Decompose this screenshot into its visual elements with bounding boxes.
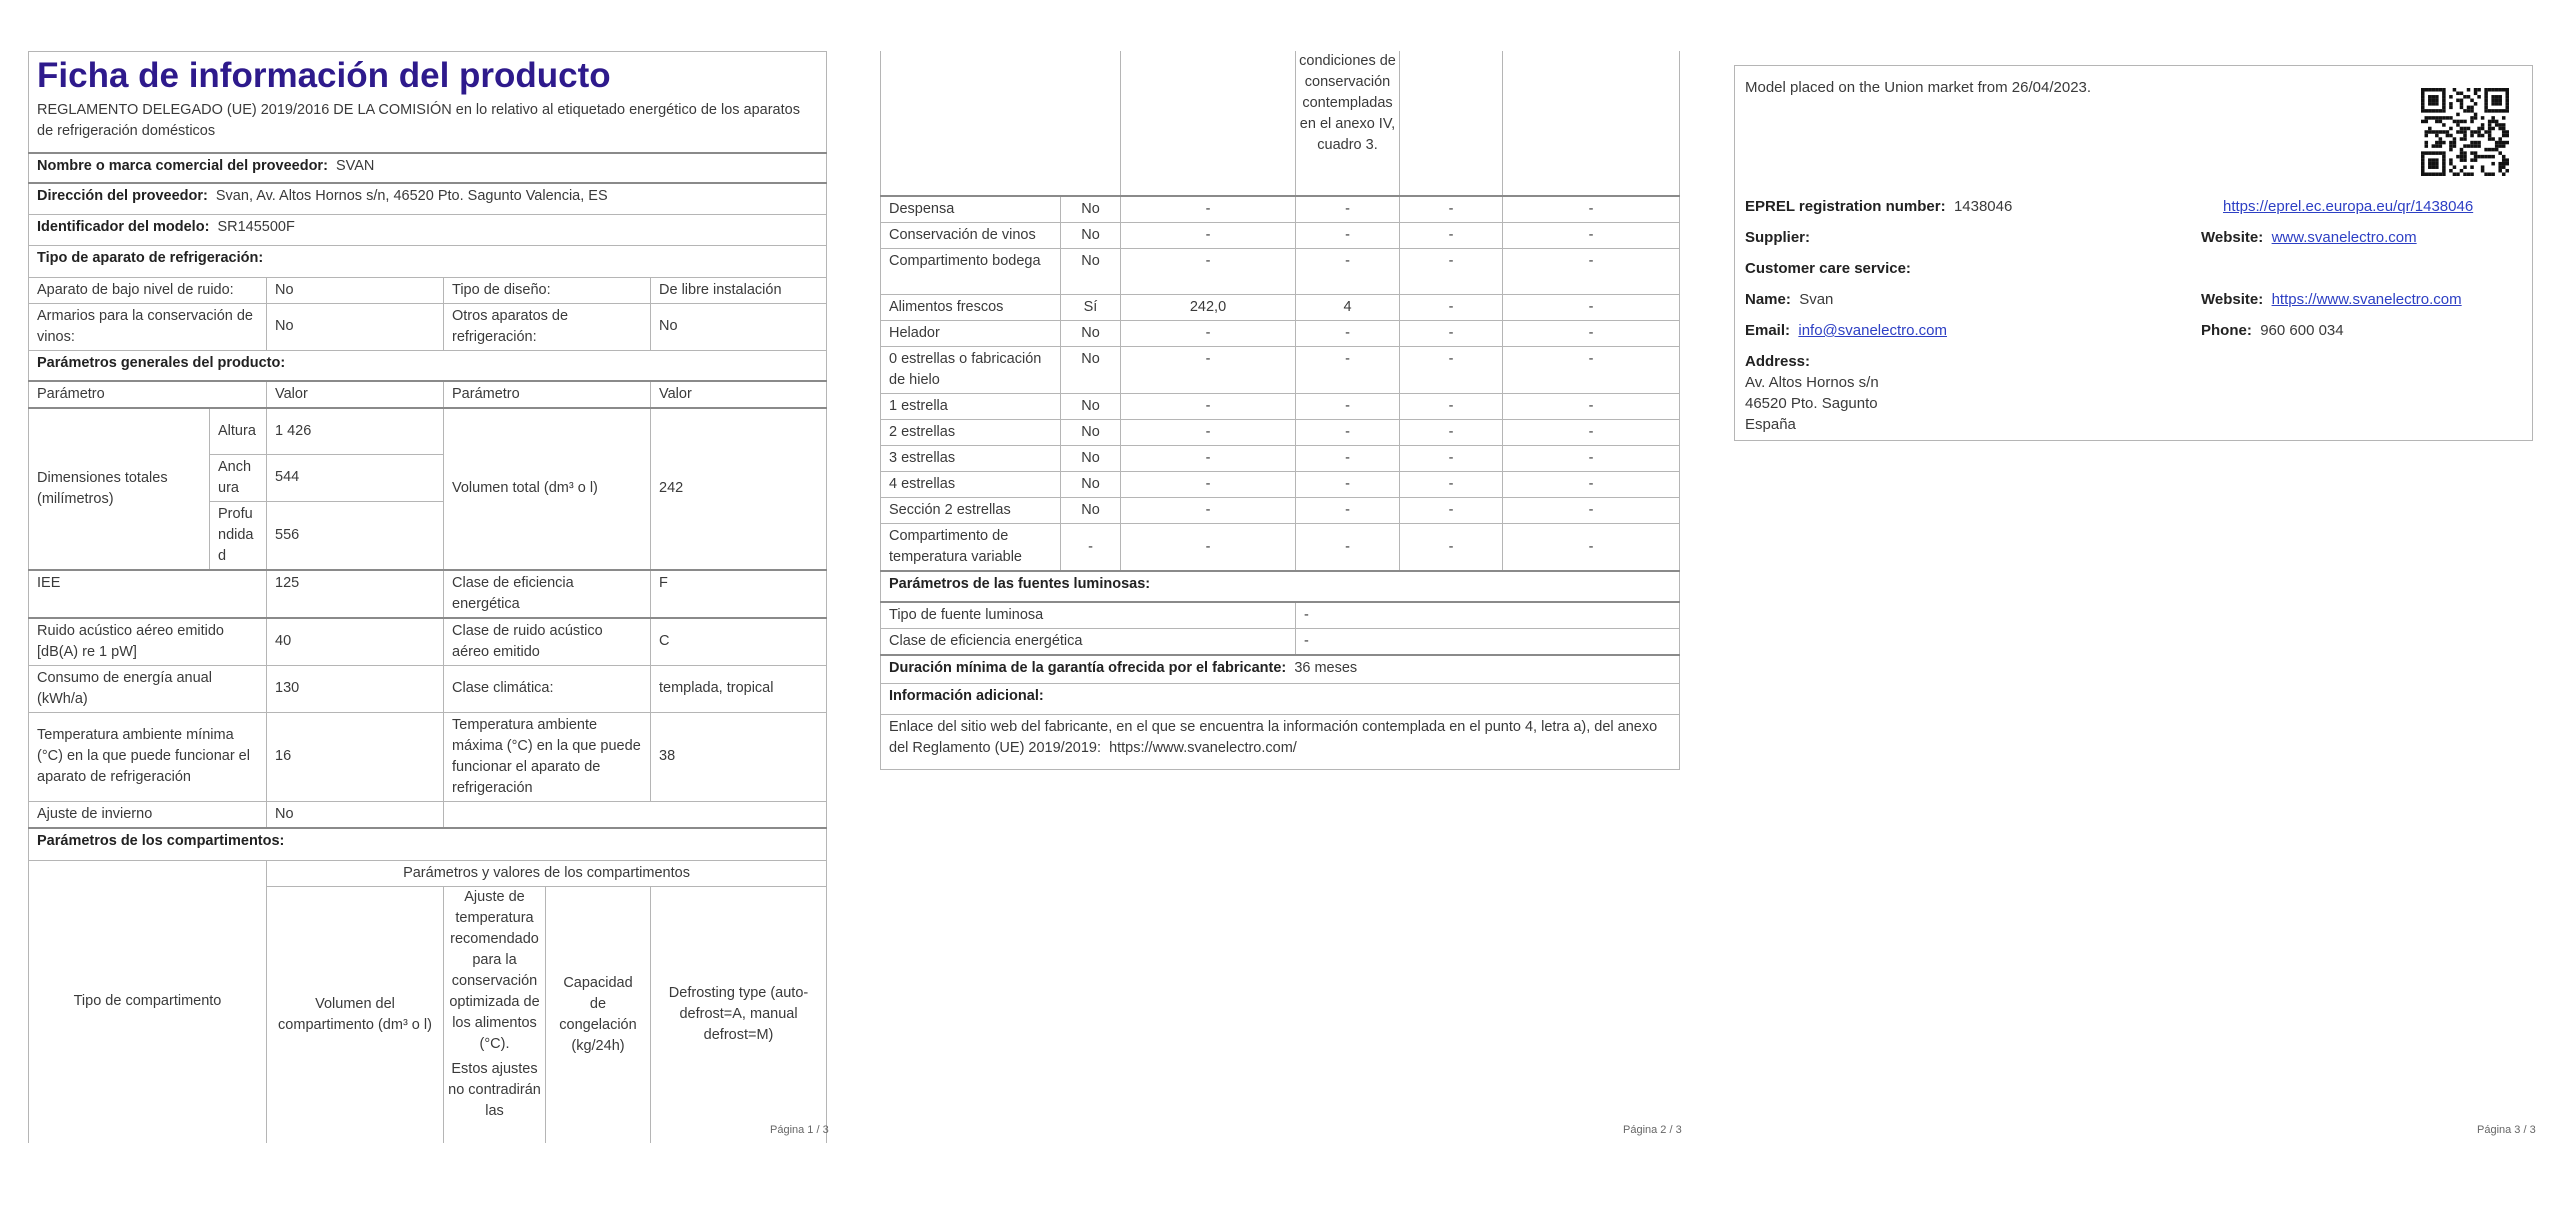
address-line-3: España <box>1745 416 1796 433</box>
eprel-link[interactable]: https://eprel.ec.europa.eu/qr/1438046 <box>2223 198 2474 215</box>
light-class-value: - <box>1296 629 1680 656</box>
additional-heading: Información adicional: <box>881 683 1680 714</box>
energy-class-label: Clase de eficiencia energética <box>444 570 651 618</box>
compartment-volume: - <box>1121 223 1296 249</box>
comp-temp-header-text-2: Estos ajustes no contradirán las <box>448 1061 541 1119</box>
comp-volume-header: Volumen del compartimento (dm³ o l) <box>267 887 444 1143</box>
compartment-defrost: - <box>1503 223 1680 249</box>
noise-class-value: C <box>651 618 827 666</box>
address-label: Dirección del proveedor: <box>37 188 208 204</box>
compartment-present: No <box>1061 223 1121 249</box>
compartment-row <box>881 498 1680 524</box>
compartment-temp: - <box>1296 524 1400 572</box>
compartment-row <box>881 446 1680 472</box>
compartment-temp: - <box>1296 196 1400 223</box>
compartment-name: 3 estrellas <box>881 446 1061 472</box>
model-value: SR145500F <box>217 218 295 235</box>
compartment-defrost: - <box>1503 321 1680 347</box>
light-heading: Parámetros de las fuentes luminosas: <box>881 571 1680 602</box>
climate-value: templada, tropical <box>651 665 827 712</box>
light-type-value: - <box>1296 602 1680 629</box>
compartment-present: No <box>1061 446 1121 472</box>
page-number-1: Página 1 / 3 <box>770 1124 829 1136</box>
compartment-present: No <box>1061 498 1121 524</box>
compartment-present: No <box>1061 321 1121 347</box>
compartment-freeze: - <box>1400 321 1503 347</box>
compartment-temp: - <box>1296 394 1400 420</box>
header-param-2: Parámetro <box>444 381 651 408</box>
compartment-freeze: - <box>1400 295 1503 321</box>
comp-params-header: Parámetros y valores de los compartimentos <box>267 861 827 887</box>
email-link[interactable]: info@svanelectro.com <box>1798 322 1947 339</box>
low-noise-label: Aparato de bajo nivel de ruido: <box>29 277 267 303</box>
comp-temp-header <box>444 887 546 1143</box>
compartment-freeze: - <box>1400 524 1503 572</box>
address-line-2: 46520 Pto. Sagunto <box>1745 395 1878 412</box>
compartment-name: 4 estrellas <box>881 472 1061 498</box>
compartment-freeze: - <box>1400 446 1503 472</box>
supplier-row <box>29 153 827 183</box>
noise-value: 40 <box>267 618 444 666</box>
comp-type-header: Tipo de compartimento <box>29 861 267 1143</box>
compartment-temp: - <box>1296 446 1400 472</box>
min-temp-label: Temperatura ambiente mínima (°C) en la que puede funcionar el aparato de refrigeración <box>29 712 267 801</box>
compartment-present: - <box>1061 524 1121 572</box>
compartment-freeze: - <box>1400 347 1503 394</box>
phone-row <box>2201 321 2344 341</box>
compartment-freeze: - <box>1400 249 1503 295</box>
compartment-freeze: - <box>1400 420 1503 446</box>
eprel-row <box>1745 197 2012 217</box>
model-row <box>29 214 827 245</box>
volume-label: Volumen total (dm³ o l) <box>444 408 651 570</box>
comp-freeze-header-cont <box>1400 51 1503 196</box>
qr-code-icon[interactable] <box>2421 88 2509 176</box>
compartment-row <box>881 524 1680 572</box>
supplier-label: Supplier: <box>1745 229 1811 246</box>
dimensions-label: Dimensiones totales (milímetros) <box>29 408 210 570</box>
name-label: Name: <box>1745 291 1791 308</box>
compartment-volume: - <box>1121 446 1296 472</box>
compartment-row <box>881 472 1680 498</box>
light-class-label: Clase de eficiencia energética <box>881 629 1296 656</box>
low-noise-value: No <box>267 277 444 303</box>
max-temp-label: Temperatura ambiente máxima (°C) en la que puede funcionar el aparato de refrigeración <box>444 712 651 801</box>
appliance-type-heading: Tipo de aparato de refrigeración: <box>29 245 827 277</box>
compartment-name: Helador <box>881 321 1061 347</box>
compartment-defrost: - <box>1503 394 1680 420</box>
compartment-present: Sí <box>1061 295 1121 321</box>
phone-value: 960 600 034 <box>2260 322 2344 339</box>
wine-cabinet-value: No <box>267 303 444 350</box>
volume-value: 242 <box>651 408 827 570</box>
warranty-value: 36 meses <box>1294 660 1358 676</box>
climate-label: Clase climática: <box>444 665 651 712</box>
compartment-freeze: - <box>1400 223 1503 249</box>
additional-info <box>881 714 1680 769</box>
width-label: Anchura <box>210 454 267 501</box>
care-website-link[interactable]: https://www.svanelectro.com <box>2271 291 2462 308</box>
compartment-freeze: - <box>1400 498 1503 524</box>
page-1 <box>28 51 826 1143</box>
header-value-2: Valor <box>651 381 827 408</box>
winter-label: Ajuste de invierno <box>29 801 267 828</box>
page-3-eprel-box <box>1734 65 2533 441</box>
depth-value: 556 <box>267 501 444 570</box>
address-line-1: Av. Altos Hornos s/n <box>1745 374 1879 391</box>
email-label: Email: <box>1745 322 1791 339</box>
supplier-website-link[interactable]: www.svanelectro.com <box>2271 229 2417 246</box>
compartment-defrost: - <box>1503 524 1680 572</box>
compartment-defrost: - <box>1503 498 1680 524</box>
compartment-volume: - <box>1121 524 1296 572</box>
compartment-temp: - <box>1296 249 1400 295</box>
compartment-volume: 242,0 <box>1121 295 1296 321</box>
compartment-row <box>881 295 1680 321</box>
comp-temp-header-text: Ajuste de temperatura recomendado para la conservación optimizada de los alimentos (°C). <box>449 889 540 1052</box>
other-appliance-label: Otros aparatos de refrigeración: <box>444 303 651 350</box>
consumption-value: 130 <box>267 665 444 712</box>
page-title: Ficha de información del producto <box>37 56 611 95</box>
light-type-label: Tipo de fuente luminosa <box>881 602 1296 629</box>
compartment-temp: - <box>1296 420 1400 446</box>
compartment-row <box>881 321 1680 347</box>
name-row <box>1745 290 1833 310</box>
compartment-name: Alimentos frescos <box>881 295 1061 321</box>
compartment-row <box>881 196 1680 223</box>
compartment-defrost: - <box>1503 472 1680 498</box>
compartment-present: No <box>1061 249 1121 295</box>
comp-temp-header-cont: condiciones de conservación contempladas en el anexo IV, cuadro 3. <box>1296 51 1400 196</box>
compartment-defrost: - <box>1503 420 1680 446</box>
supplier-label: Nombre o marca comercial del proveedor: <box>37 158 328 174</box>
compartment-volume: - <box>1121 394 1296 420</box>
supplier-value: SVAN <box>335 158 375 174</box>
compartment-volume: - <box>1121 196 1296 223</box>
wine-cabinet-label: Armarios para la conservación de vinos: <box>29 303 267 350</box>
height-value: 1 426 <box>267 408 444 454</box>
compartment-row <box>881 249 1680 295</box>
compartment-defrost: - <box>1503 347 1680 394</box>
additional-url[interactable]: https://www.svanelectro.com/ <box>1109 739 1297 756</box>
phone-label: Phone: <box>2201 322 2252 339</box>
comp-freeze-header: Capacidad de congelación (kg/24h) <box>546 887 651 1143</box>
compartment-present: No <box>1061 420 1121 446</box>
comp-defrost-header: Defrosting type (auto-defrost=A, manual defrost=M) <box>651 887 827 1143</box>
compartment-temp: - <box>1296 223 1400 249</box>
design-value: De libre instalación <box>651 277 827 303</box>
compartment-temp: 4 <box>1296 295 1400 321</box>
compartment-volume: - <box>1121 347 1296 394</box>
header-value-1: Valor <box>267 381 444 408</box>
supplier-website-label: Website: <box>2201 229 2264 246</box>
warranty-row <box>881 655 1680 683</box>
customer-care-label: Customer care service: <box>1745 260 1911 277</box>
page-number-3: Página 3 / 3 <box>2477 1124 2536 1136</box>
height-label: Altura <box>210 408 267 454</box>
energy-class-value: F <box>651 570 827 618</box>
compartment-temp: - <box>1296 321 1400 347</box>
compartment-name: 1 estrella <box>881 394 1061 420</box>
noise-label: Ruido acústico aéreo emitido [dB(A) re 1 pW] <box>29 618 267 666</box>
address-label: Address: <box>1745 353 1811 370</box>
compartment-name: Conservación de vinos <box>881 223 1061 249</box>
noise-class-label: Clase de ruido acústico aéreo emitido <box>444 618 651 666</box>
compartment-row <box>881 420 1680 446</box>
compartment-volume: - <box>1121 420 1296 446</box>
general-params-heading: Parámetros generales del producto: <box>29 350 827 381</box>
compartment-freeze: - <box>1400 196 1503 223</box>
eprel-value: 1438046 <box>1953 198 2013 215</box>
design-label: Tipo de diseño: <box>444 277 651 303</box>
additional-text: Enlace del sitio web del fabricante, en el que se encuentra la información contemplada en el punto 4, letra a), del anexo del Reglamento (UE) 2019/2019: <box>889 718 1658 756</box>
compartment-volume: - <box>1121 472 1296 498</box>
compartment-row <box>881 347 1680 394</box>
compartment-volume: - <box>1121 321 1296 347</box>
comp-type-header-cont <box>881 51 1121 196</box>
compartment-present: No <box>1061 196 1121 223</box>
compartment-present: No <box>1061 472 1121 498</box>
warranty-label: Duración mínima de la garantía ofrecida por el fabricante: <box>889 660 1287 676</box>
compartment-defrost: - <box>1503 446 1680 472</box>
compartment-freeze: - <box>1400 394 1503 420</box>
compartment-present: No <box>1061 394 1121 420</box>
compartment-defrost: - <box>1503 249 1680 295</box>
compartments-heading: Parámetros de los compartimentos: <box>29 828 827 861</box>
header-param-1: Parámetro <box>29 381 267 408</box>
compartment-freeze: - <box>1400 472 1503 498</box>
market-date-text: Model placed on the Union market from 26/04/2023. <box>1745 79 2092 96</box>
compartments-table <box>880 51 1680 770</box>
compartment-name: Despensa <box>881 196 1061 223</box>
comp-defrost-header-cont <box>1503 51 1680 196</box>
compartment-volume: - <box>1121 249 1296 295</box>
name-value: Svan <box>1799 291 1834 308</box>
eprel-label: EPREL registration number: <box>1745 198 1946 215</box>
min-temp-value: 16 <box>267 712 444 801</box>
max-temp-value: 38 <box>651 712 827 801</box>
email-row <box>1745 321 1947 341</box>
compartment-row <box>881 223 1680 249</box>
model-label: Identificador del modelo: <box>37 218 210 235</box>
empty-cell <box>444 801 827 828</box>
depth-label: Profundidad <box>210 501 267 570</box>
product-info-table <box>28 51 827 1143</box>
compartment-name: Compartimento de temperatura variable <box>881 524 1061 572</box>
compartment-row <box>881 394 1680 420</box>
care-website-label: Website: <box>2201 291 2264 308</box>
address-row <box>29 183 827 214</box>
compartment-temp: - <box>1296 347 1400 394</box>
comp-volume-header-cont <box>1121 51 1296 196</box>
compartment-temp: - <box>1296 498 1400 524</box>
compartment-temp: - <box>1296 472 1400 498</box>
eei-value: 125 <box>267 570 444 618</box>
page-number-2: Página 2 / 3 <box>1623 1124 1682 1136</box>
regulation-subtitle: REGLAMENTO DELEGADO (UE) 2019/2016 DE LA COMISIÓN en lo relativo al etiquetado energético de los aparatos de refrigeración domésticos <box>29 98 827 153</box>
eei-label: IEE <box>29 570 267 618</box>
compartment-name: Sección 2 estrellas <box>881 498 1061 524</box>
consumption-label: Consumo de energía anual (kWh/a) <box>29 665 267 712</box>
compartment-volume: - <box>1121 498 1296 524</box>
supplier-website-row <box>2201 228 2417 248</box>
other-appliance-value: No <box>651 303 827 350</box>
compartment-defrost: - <box>1503 196 1680 223</box>
compartment-name: 0 estrellas o fabricación de hielo <box>881 347 1061 394</box>
compartment-present: No <box>1061 347 1121 394</box>
compartment-defrost: - <box>1503 295 1680 321</box>
page-2 <box>880 51 1679 770</box>
compartment-name: 2 estrellas <box>881 420 1061 446</box>
compartment-name: Compartimento bodega <box>881 249 1061 295</box>
care-website-row <box>2201 290 2462 310</box>
address-value: Svan, Av. Altos Hornos s/n, 46520 Pto. Sagunto Valencia, ES <box>215 188 608 204</box>
winter-value: No <box>267 801 444 828</box>
width-value: 544 <box>267 454 444 501</box>
